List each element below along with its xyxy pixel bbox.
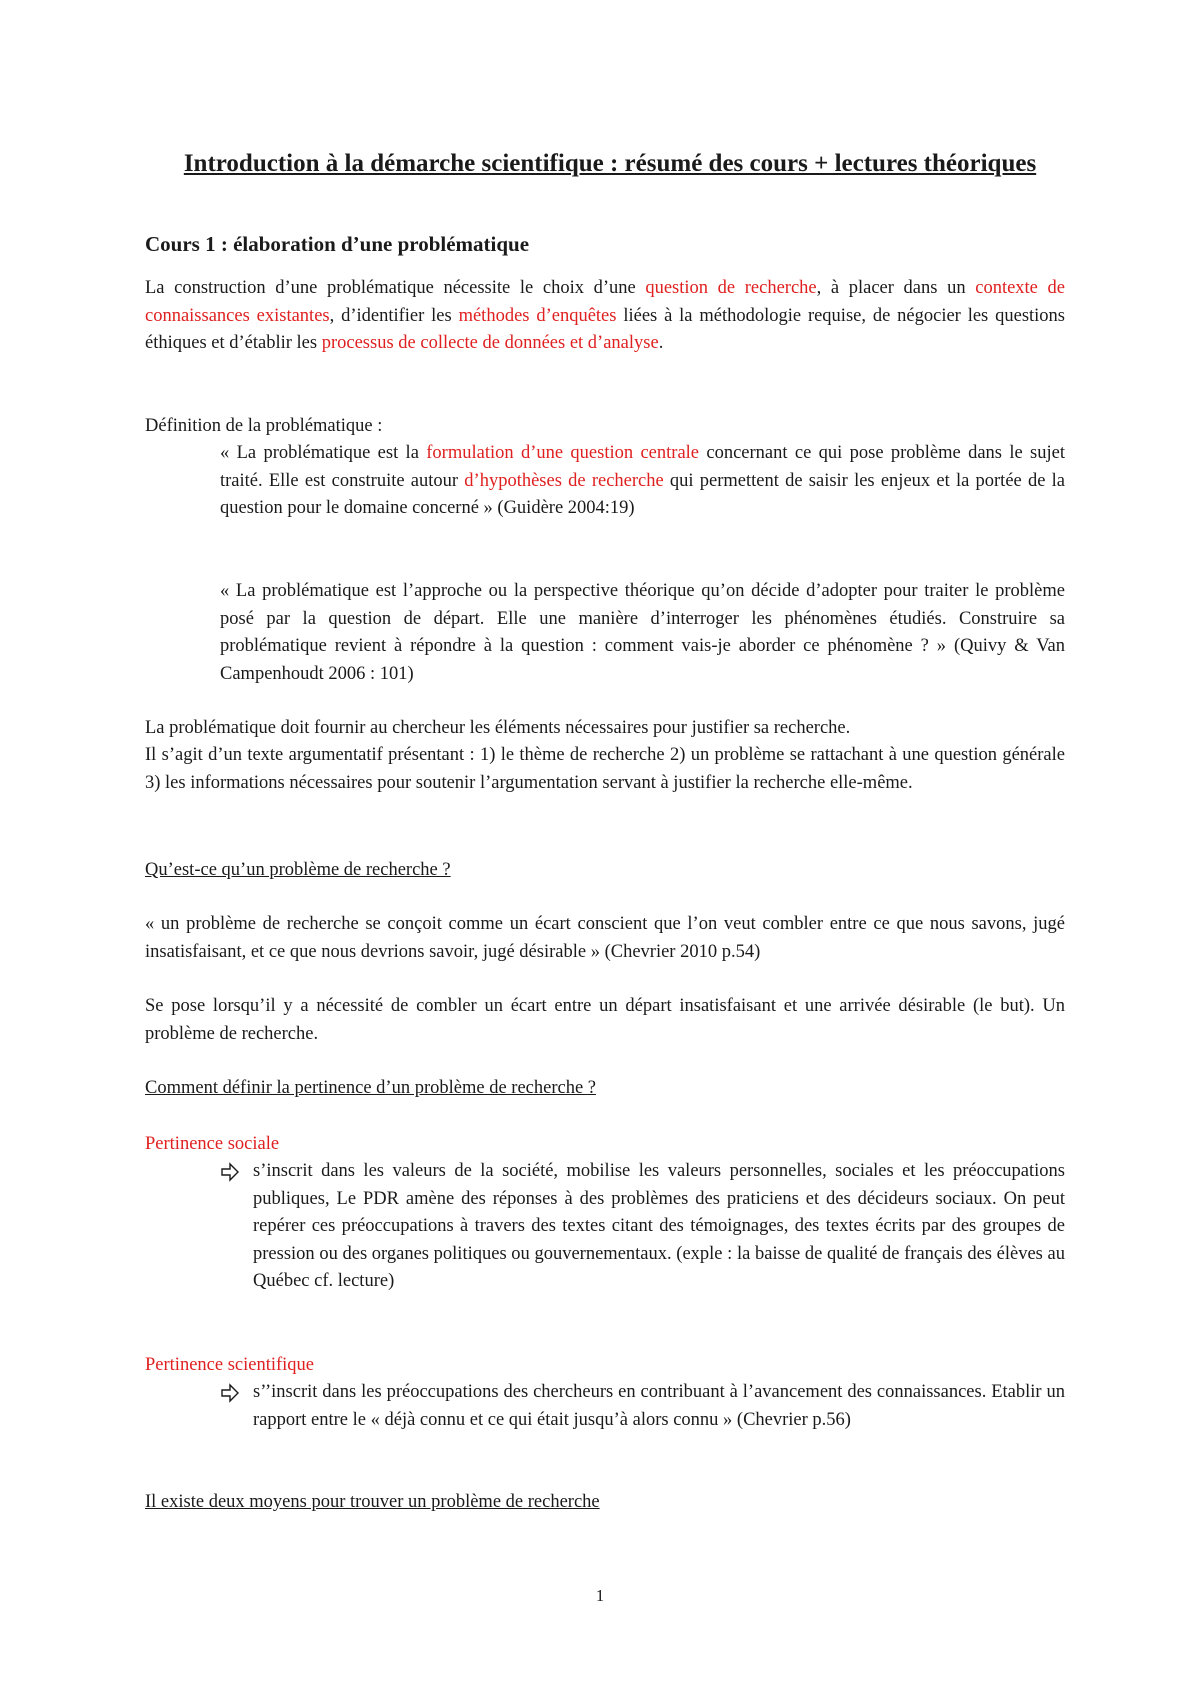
text-run: , à placer dans un	[816, 278, 976, 298]
page-number: 1	[595, 1586, 605, 1605]
list-item-sociale	[253, 1158, 1065, 1296]
paragraph-justifier: La problématique doit fournir au chercheur les éléments nécessaires pour justifier sa recherche.	[145, 718, 851, 738]
list-item-text: s’inscrit dans les valeurs de la société, mobilise les valeurs personnelles, sociales et les préoccupations publiques, Le PDR amène des réponses à des problèmes des praticiens et des décideurs sociaux. On peut repérer ces préoccupations à travers des textes citant des témoignages, des textes écrits par des groupes de pression ou des organes politiques ou gouvernementaux. (exple : la baisse de qualité de français des élèves au Québec cf. lecture)	[253, 1161, 1065, 1291]
quote-guidere	[220, 440, 1065, 523]
text-run: .	[658, 333, 664, 353]
quote-chevrier: « un problème de recherche se conçoit comme un écart conscient que l’on veut combler entre ce que nous savons, jugé insatisfaisant, et ce que nous devrions savoir, jugé désirable » (Chevrier 2010 p.54)	[145, 914, 1065, 962]
text-run: La construction d’une problématique nécessite le choix d’une	[145, 278, 646, 298]
highlight-term: processus de collecte de données et d’analyse	[321, 333, 659, 353]
intro-paragraph	[145, 275, 1065, 358]
highlight-term: méthodes d’enquêtes	[458, 305, 617, 326]
list-item-text: s’’inscrit dans les préoccupations des chercheurs en contribuant à l’avancement des connaissances. Etablir un rapport entre le « déjà connu et ce qui était jusqu’à alors connu » (Chevrier p.56)	[253, 1382, 1065, 1430]
subheading-moyens: Il existe deux moyens pour trouver un problème de recherche	[145, 1492, 600, 1512]
subheading-pertinence: Comment définir la pertinence d’un problème de recherche ?	[145, 1078, 596, 1098]
paragraph-texte-argumentatif: Il s’agit d’un texte argumentatif présentant : 1) le thème de recherche 2) un problème se rattachant à une question générale 3) les informations nécessaires pour soutenir l’argumentation servant à justifier la recherche elle-même.	[145, 745, 1065, 793]
right-arrow-outline-icon	[220, 1379, 240, 1407]
highlight-term: contexte de connaissances existantes	[145, 278, 1065, 326]
label-pertinence-sociale: Pertinence sociale	[145, 1134, 280, 1154]
subheading-probleme: Qu’est-ce qu’un problème de recherche ?	[145, 860, 451, 880]
highlight-term: question de recherche	[645, 278, 817, 298]
text-run: « La problématique est la	[220, 443, 427, 463]
right-arrow-outline-icon	[220, 1158, 240, 1186]
list-item-scientifique	[253, 1379, 1065, 1434]
text-run: qui permettent de saisir les enjeux et la portée de la question pour le domaine concerné » (Guidère 2004:19)	[220, 470, 1065, 518]
definition-label: Définition de la problématique :	[145, 416, 383, 436]
paragraph-se-pose: Se pose lorsqu’il y a nécessité de combler un écart entre un départ insatisfaisant et une arrivée désirable (le but). Un problème de recherche.	[145, 996, 1065, 1044]
section-heading: Cours 1 : élaboration d’une problématique	[145, 232, 530, 256]
quote-quivy: « La problématique est l’approche ou la perspective théorique qu’on décide d’adopter pour traiter le problème posé par la question de départ. Elle une manière d’interroger les phénomènes étudiés. Construire sa problématique revient à répondre à la question : comment vais-je aborder ce phénomène ? » (Quivy & Van Campenhoudt 2006 : 101)	[220, 581, 1065, 684]
highlight-term: d’hypothèses de recherche	[464, 470, 664, 491]
text-run: , d’identifier les	[329, 305, 459, 326]
highlight-term: formulation d’une question centrale	[426, 443, 700, 463]
text-run: concernant ce qui pose problème dans le sujet traité. Elle est construite autour	[220, 443, 1065, 491]
document-title: Introduction à la démarche scientifique : résumé des cours + lectures théoriques	[183, 150, 1037, 177]
text-run: liées à la méthodologie requise, de négocier les questions éthiques et d’établir les	[145, 305, 1065, 353]
label-pertinence-scientifique: Pertinence scientifique	[145, 1355, 315, 1375]
